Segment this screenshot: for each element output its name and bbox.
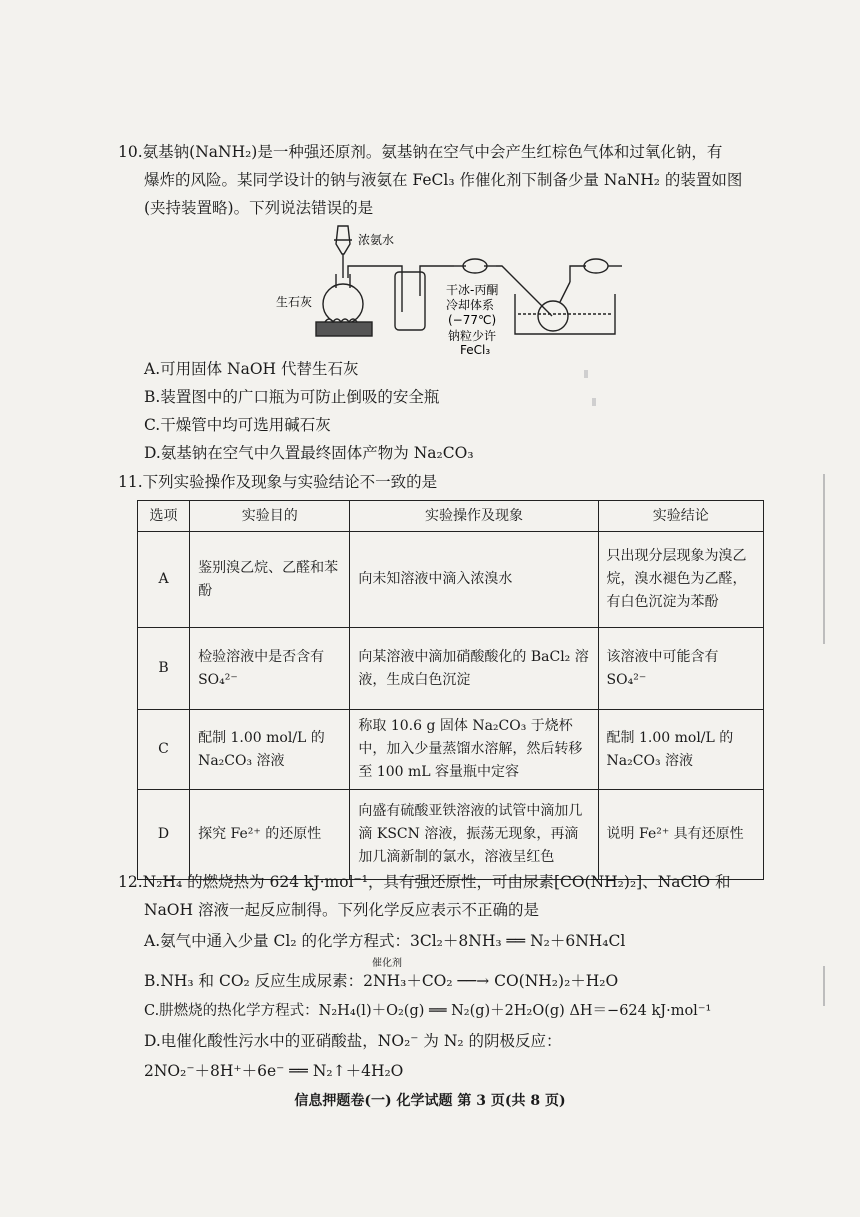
cell-conclusion: 说明 Fe²⁺ 具有还原性 [598, 790, 763, 880]
scan-speck [584, 370, 588, 378]
q12-catalyst-label: 催化剂 [372, 958, 402, 969]
cell-operation: 称取 10.6 g 固体 Na₂CO₃ 于烧杯中，加入少量蒸馏水溶解，然后转移至 100 mL 容量瓶中定容 [350, 710, 598, 790]
q12-line2: NaOH 溶液一起反应制得。下列化学反应表示不正确的是 [144, 901, 539, 919]
scan-edge-line [823, 474, 825, 644]
question-10-stem [118, 138, 778, 222]
header-option: 选项 [138, 501, 190, 532]
cell-conclusion: 配制 1.00 mol/L 的 Na₂CO₃ 溶液 [598, 710, 763, 790]
q12-option-b: B.NH₃ 和 CO₂ 反应生成尿素：2NH₃＋CO₂ ──→ CO(NH₂)₂＋H₂O [144, 972, 619, 990]
header-conclusion: 实验结论 [598, 501, 763, 532]
cell-conclusion: 只出现分层现象为溴乙烷，溴水褪色为乙醛，有白色沉淀为苯酚 [598, 532, 763, 628]
q11-stem-text: 11.下列实验操作及现象与实验结论不一致的是 [118, 473, 438, 491]
q10-option-a: A.可用固体 NaOH 代替生石灰 [144, 360, 359, 378]
cell-purpose: 探究 Fe²⁺ 的还原性 [190, 790, 350, 880]
q12-option-a: A.氨气中通入少量 Cl₂ 的化学方程式：3Cl₂＋8NH₃ ══ N₂＋6NH₄Cl [144, 932, 626, 950]
q12-option-c: C.肼燃烧的热化学方程式：N₂H₄(l)＋O₂(g) ══ N₂(g)＋2H₂O(g) ΔH＝−624 kJ·mol⁻¹ [144, 1003, 712, 1019]
label-ammonia: 浓氨水 [358, 233, 395, 247]
table-row [138, 628, 764, 710]
q10-line3: (夹持装置略)。下列说法错误的是 [144, 199, 374, 217]
label-temperature: (−77℃) [448, 313, 497, 327]
question-12-stem [118, 868, 778, 924]
cell-conclusion: 该溶液中可能含有SO₄²⁻ [598, 628, 763, 710]
cell-purpose: 检验溶液中是否含有SO₄²⁻ [190, 628, 350, 710]
header-operation: 实验操作及现象 [350, 501, 598, 532]
cell-option: D [138, 790, 190, 880]
label-cooling-2: 冷却体系 [446, 298, 495, 312]
cell-purpose: 配制 1.00 mol/L 的 Na₂CO₃ 溶液 [190, 710, 350, 790]
q10-option-b: B.装置图中的广口瓶为可防止倒吸的安全瓶 [144, 388, 440, 406]
cell-option: C [138, 710, 190, 790]
q12-option-d-equation: 2NO₂⁻＋8H⁺＋6e⁻ ══ N₂↑＋4H₂O [144, 1062, 404, 1080]
question-11-stem [118, 468, 778, 496]
label-sodium: 钠粒少许 [448, 329, 497, 343]
label-cooling-1: 干冰-丙酮 [446, 283, 499, 297]
label-fecl3: FeCl₃ [460, 343, 491, 356]
label-lime: 生石灰 [276, 295, 313, 309]
q10-option-c: C.干燥管中均可选用碱石灰 [144, 416, 331, 434]
cell-operation: 向某溶液中滴加硝酸酸化的 BaCl₂ 溶液，生成白色沉淀 [350, 628, 598, 710]
table-row [138, 710, 764, 790]
table-header-row [138, 501, 764, 532]
scan-edge-line [823, 966, 825, 1006]
q10-option-d: D.氨基钠在空气中久置最终固体产物为 Na₂CO₃ [144, 444, 474, 462]
cell-option: A [138, 532, 190, 628]
q10-line2: 爆炸的风险。某同学设计的钠与液氨在 FeCl₃ 作催化剂下制备少量 NaNH₂ 的装置如图 [144, 171, 743, 189]
apparatus-diagram [270, 216, 640, 356]
header-purpose: 实验目的 [190, 501, 350, 532]
cell-purpose: 鉴别溴乙烷、乙醛和苯酚 [190, 532, 350, 628]
cell-operation: 向未知溶液中滴入浓溴水 [350, 532, 598, 628]
q12-option-d: D.电催化酸性污水中的亚硝酸盐，NO₂⁻ 为 N₂ 的阴极反应： [144, 1032, 562, 1050]
table-row [138, 790, 764, 880]
q12-line1: 12.N₂H₄ 的燃烧热为 624 kJ·mol⁻¹，具有强还原性，可由尿素[CO(NH₂)₂]、NaClO 和 [118, 873, 731, 891]
cell-option: B [138, 628, 190, 710]
q10-line1: 10.氨基钠(NaNH₂)是一种强还原剂。氨基钠在空气中会产生红棕色气体和过氧化钠，有 [118, 143, 723, 161]
cell-operation: 向盛有硫酸亚铁溶液的试管中滴加几滴 KSCN 溶液，振荡无现象，再滴加几滴新制的氯水，溶液呈红色 [350, 790, 598, 880]
experiment-table [137, 500, 764, 880]
table-row [138, 532, 764, 628]
scan-speck [592, 398, 596, 406]
page-footer: 信息押题卷(一) 化学试题 第 3 页(共 8 页) [294, 1093, 566, 1109]
